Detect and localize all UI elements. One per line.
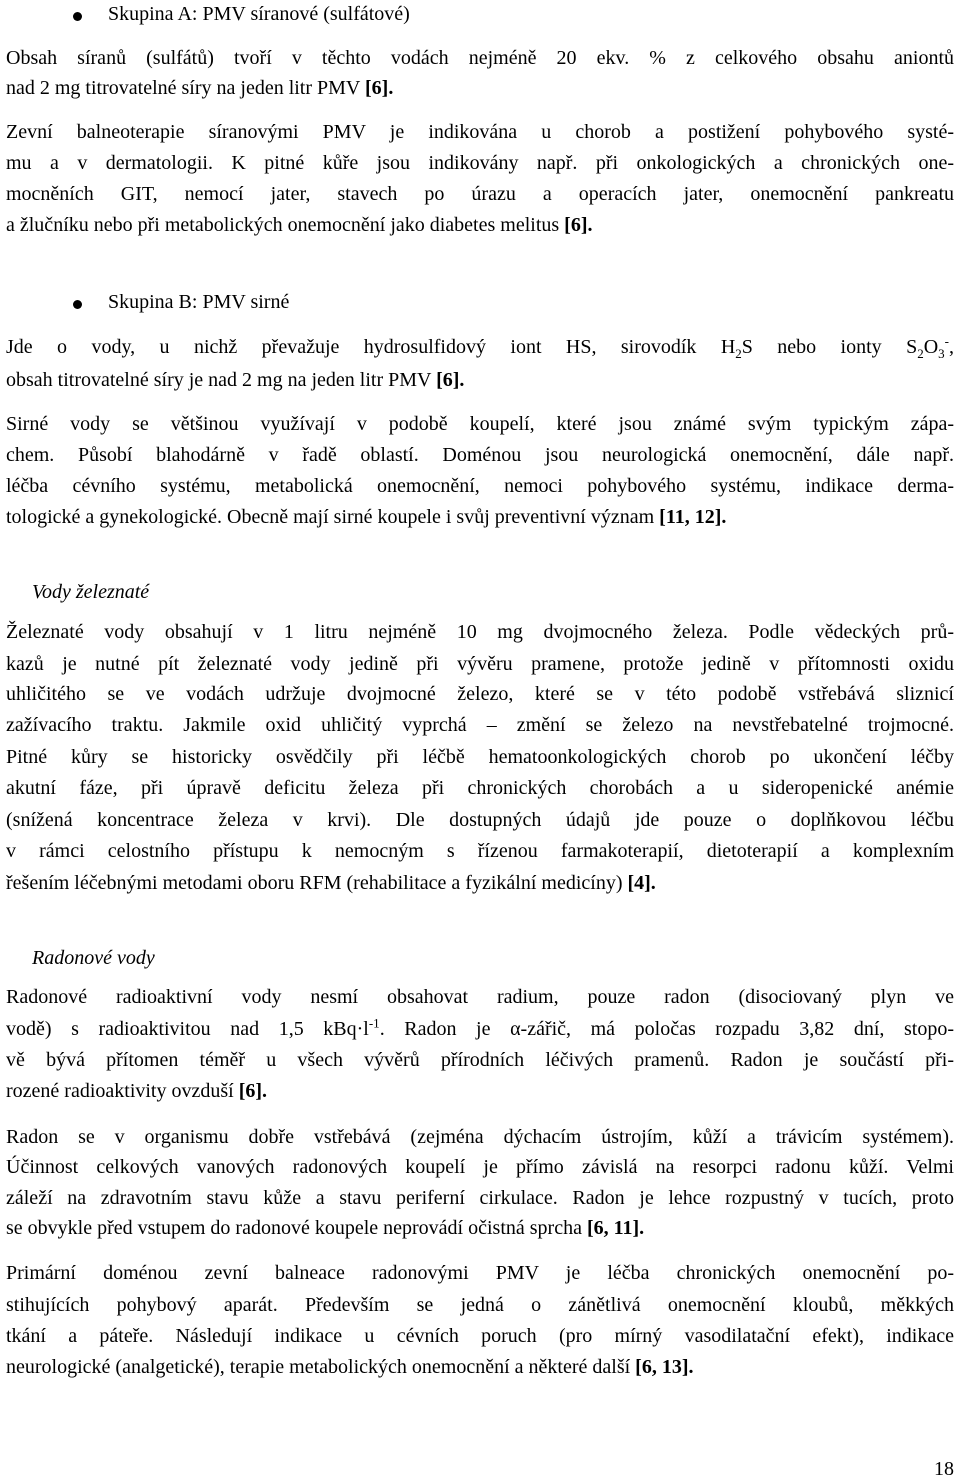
paragraph-line: obsah titrovatelné síry je nad 2 mg na jeden litr PMV [6]. xyxy=(6,369,465,391)
paragraph-line: Sirné vody se většinou využívají v podobě koupelí, které jsou známé svým typickým zápa- xyxy=(6,413,954,435)
paragraph-line: Účinnost celkových vanových radonových koupelí je přímo závislá na resorpci radonu kůží. Velmi xyxy=(6,1156,954,1178)
paragraph-line: vodě) s radioaktivitou nad 1,5 $kBq\cdot l^{-1}$. Radon je α-zářič, má poločas rozpadu 3,82 dní, stopo- xyxy=(6,1015,955,1040)
paragraph-line: chem. Působí blahodárně v řadě oblastí. Doménou jsou neurologická onemocnění, dále např. xyxy=(6,444,954,466)
citation: [6]. xyxy=(564,214,593,236)
paragraph-line: (snížená koncentrace železa v krvi). Dle dostupných údajů jde pouze o doplňkovou léčbu xyxy=(6,809,954,831)
paragraph-line: řešením léčebnými metodami oboru RFM (rehabilitace a fyzikální medicíny) [4]. xyxy=(6,872,656,894)
paragraph-line: Železnaté vody obsahují v 1 litru nejméně 10 mg dvojmocného železa. Podle vědeckých prů- xyxy=(6,621,954,643)
page-number: 18 xyxy=(934,1458,954,1480)
paragraph-line: záleží na zdravotním stavu kůže a stavu periferní cirkulace. Radon je lehce rozpustný v tucích, proto xyxy=(6,1187,954,1209)
citation: [6]. xyxy=(238,1080,268,1102)
paragraph-line: vě bývá přítomen téměř u všech vývěrů přírodních léčivých pramenů. Radon je součástí při- xyxy=(6,1049,954,1071)
paragraph-line: Zevní balneoterapie síranovými PMV je indikována u chorob a postižení pohybového systé- xyxy=(6,121,954,143)
paragraph-line: Obsah síranů (sulfátů) tvoří v těchto vodách nejméně 20 ekv. % z celkového obsahu aniontů xyxy=(6,47,954,69)
paragraph-line: Pitné kůry se historicky osvědčily při léčbě hematoonkologických chorob po ukončení léčby xyxy=(6,746,954,768)
citation: [6, 11]. xyxy=(586,1217,645,1239)
section-heading: Radonové vody xyxy=(32,947,155,969)
paragraph-line: mocněních GIT, nemocí jater, stavech po úrazu a operacích jater, onemocnění pankreatu xyxy=(6,183,954,205)
section-heading: Vody železnaté xyxy=(32,581,150,603)
paragraph-line: Jde o vody, u nichž převažuje hydrosulfidový iont HS, sirovodík $H_2S$ nebo ionty $S_2O_3^-$, xyxy=(6,333,954,361)
paragraph-line: rozené radioaktivity ovzduší [6]. xyxy=(6,1080,268,1102)
paragraph-line: akutní fáze, při úpravě deficitu železa při chronických chorobách a u sideropenické anémie xyxy=(6,777,954,799)
citation: [6, 13]. xyxy=(635,1356,694,1378)
paragraph-line: v rámci celostního přístupu k nemocným s řízenou farmakoterapií, dietoterapií a komplexním xyxy=(6,840,954,862)
section-heading: Skupina A: PMV síranové (sulfátové) xyxy=(108,3,410,25)
paragraph-line: Radonové radioaktivní vody nesmí obsahovat radium, pouze radon (disociovaný plyn ve xyxy=(6,986,954,1008)
paragraph-line: se obvykle před vstupem do radonové koupele neprovádí očistná sprcha [6, 11]. xyxy=(6,1217,645,1239)
citation: [6]. xyxy=(365,77,394,99)
citation: [11, 12]. xyxy=(659,506,727,528)
paragraph-line: neurologické (analgetické), terapie metabolických onemocnění a některé další [6, 13]. xyxy=(6,1356,694,1378)
paragraph-line: uhličitého se ve vodách udržuje dvojmocné železo, které se v této podobě vstřebává sliznicí xyxy=(6,683,954,705)
bullet-icon xyxy=(73,300,82,309)
paragraph-line: kazů je nutné pít železnaté vody jedině při vývěru pramene, protože jedině v přítomnosti oxidu xyxy=(6,653,954,675)
paragraph-line: Radon se v organismu dobře vstřebává (zejména dýchacím ústrojím, kůží a trávicím systémem). xyxy=(6,1126,954,1148)
paragraph-line: mu a v dermatologii. K pitné kůře jsou indikovány např. při onkologických a chronických one- xyxy=(6,152,954,174)
section-heading: Skupina B: PMV sirné xyxy=(108,291,290,313)
paragraph-line: nad 2 mg titrovatelné síry na jeden litr PMV [6]. xyxy=(6,77,394,99)
bullet-icon xyxy=(73,12,82,21)
citation: [4]. xyxy=(627,872,656,894)
paragraph-line: léčba cévního systému, metabolická onemocnění, nemoci pohybového systému, indikace derma- xyxy=(6,475,954,497)
paragraph-line: stihujících pohybový aparát. Především se jedná o zánětlivá onemocnění kloubů, měkkých xyxy=(6,1294,954,1316)
citation: [6]. xyxy=(436,369,465,391)
paragraph-line: tkání a páteře. Následují indikace u cévních poruch (pro mírný vasodilatační efekt), indikace xyxy=(6,1325,954,1347)
paragraph-line: a žlučníku nebo při metabolických onemocnění jako diabetes melitus [6]. xyxy=(6,214,593,236)
paragraph-line: Primární doménou zevní balneace radonovými PMV je léčba chronických onemocnění po- xyxy=(6,1262,954,1284)
paragraph-line: zažívacího traktu. Jakmile oxid uhličitý vyprchá – změní se železo na nevstřebatelné trojmocné. xyxy=(6,714,954,736)
paragraph-line: tologické a gynekologické. Obecně mají sirné koupele i svůj preventivní význam [11, 12]. xyxy=(6,506,727,528)
